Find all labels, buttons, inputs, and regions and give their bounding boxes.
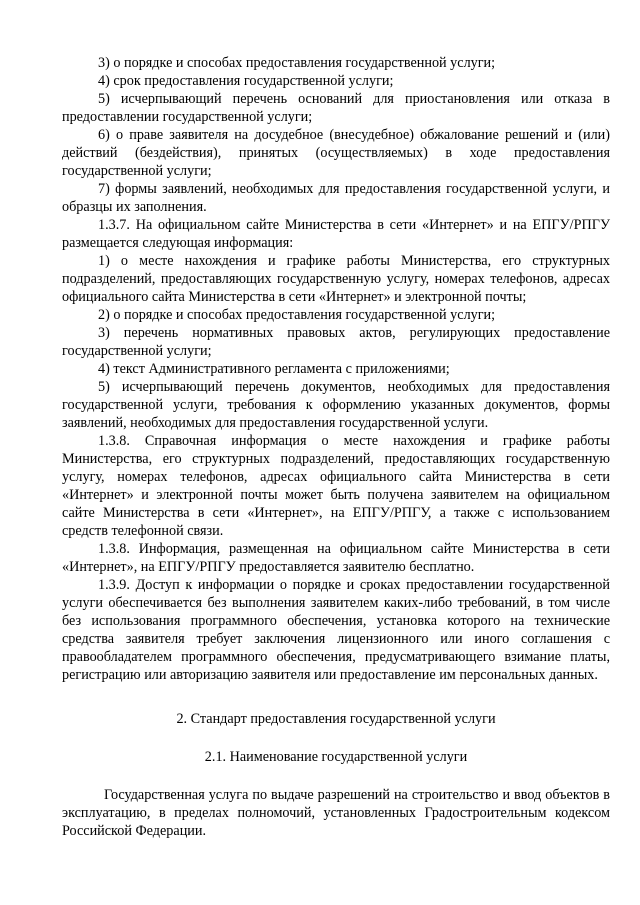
paragraph-1-3-9: 1.3.9. Доступ к информации о порядке и сроках предоставлении государственной услуги обеспечивается без выполнения заявителем каких-либо требований, в том числе без использования программного обеспечения, установка которого на технические средства заявителя требует заключения лицензионного или иного соглашения с правообладателем программного обеспечения, предусматривающего взимание платы, регистрацию или авторизацию заявителя или предоставление им персональных данных. — [62, 577, 610, 683]
paragraph-site-item-1: 1) о месте нахождения и графике работы Министерства, его структурных подразделений, предоставляющих государственную услугу, номерах телефонов, адресах официального сайта Министерства в сети «Интернет» и электронной почты; — [62, 253, 610, 305]
section-2 — [62, 698, 610, 840]
subsection-heading: 2.1. Наименование государственной услуги — [204, 749, 468, 765]
paragraph-1-3-8-free: 1.3.8. Информация, размещенная на официальном сайте Министерства в сети «Интернет», на ЕПГУ/РПГУ предоставляется заявителю бесплатно. — [62, 541, 610, 575]
paragraph-site-item-5: 5) исчерпывающий перечень документов, необходимых для предоставления государственной услуги, требования к оформлению указанных документов, формы заявлений, необходимых для предоставления государственной услуги. — [62, 379, 610, 431]
closing-paragraph: Государственная услуга по выдаче разрешений на строительство и ввод объектов в эксплуатацию, в пределах полномочий, установленных Градостроительным кодексом Российской Федерации. — [62, 787, 610, 839]
paragraph-item-4: 4) срок предоставления государственной услуги; — [98, 73, 394, 89]
paragraph-site-item-4: 4) текст Административного регламента с приложениями; — [98, 361, 450, 377]
paragraph-item-3: 3) о порядке и способах предоставления государственной услуги; — [98, 55, 496, 71]
paragraph-site-item-2: 2) о порядке и способах предоставления государственной услуги; — [98, 307, 496, 323]
paragraph-item-5: 5) исчерпывающий перечень оснований для приостановления или отказа в предоставлении государственной услуги; — [62, 91, 610, 125]
paragraph-item-7: 7) формы заявлений, необходимых для предоставления государственной услуги, и образцы их заполнения. — [62, 181, 610, 215]
document-page — [62, 54, 610, 840]
section-heading: 2. Стандарт предоставления государственной услуги — [176, 711, 496, 727]
paragraph-1-3-8-reference: 1.3.8. Справочная информация о месте нахождения и графике работы Министерства, его структурных подразделений, предоставляющих государственную услугу, номерах телефонов, адресах официального сайта Министерства в сети «Интернет» и электронной почты может быть получена заявителем на официальном сайте Министерства в сети «Интернет», на ЕПГУ/РПГУ, а также с использованием средств телефонной связи. — [62, 433, 610, 539]
paragraph-site-item-3: 3) перечень нормативных правовых актов, регулирующих предоставление государственной услуги; — [62, 325, 610, 359]
paragraph-1-3-7: 1.3.7. На официальном сайте Министерства в сети «Интернет» и на ЕПГУ/РПГУ размещается следующая информация: — [62, 217, 610, 251]
paragraph-item-6: 6) о праве заявителя на досудебное (внесудебное) обжалование решений и (или) действий (бездействия), принятых (осуществляемых) в ходе предоставления государственной услуги; — [62, 127, 610, 179]
